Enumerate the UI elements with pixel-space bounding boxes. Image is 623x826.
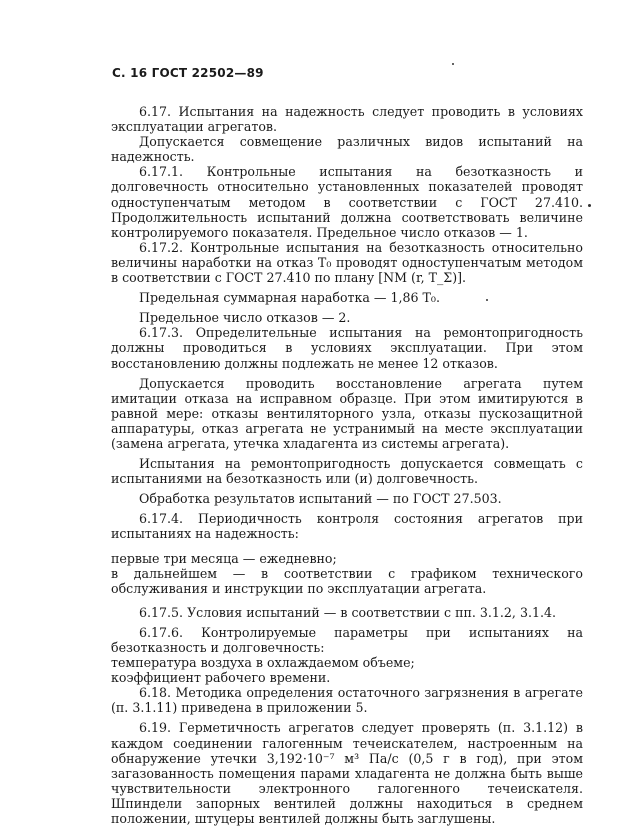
- paragraph-failure-limit: Предельное число отказов — 2.: [139, 310, 351, 326]
- list-item-air-temperature: температура воздуха в охлаждаемом объеме;: [111, 655, 415, 671]
- paragraph-combined-tests: Допускается совмещение различных видов испытаний на надежность.: [111, 134, 583, 165]
- paragraph-6-17-2: 6.17.2. Контрольные испытания на безотказность относительно величины наработки на отказ Т₀ проводят одноступенчатым методом в соответствии с ГОСТ 27.410 по плану [NM (r, T_Σ)].: [111, 239, 583, 286]
- list-item-first-months: первые три месяца — ежедневно;: [111, 550, 337, 566]
- paragraph-6-17: 6.17. Испытания на надежность следует проводить в условиях эксплуатации агрегатов.: [111, 104, 583, 135]
- list-item-later: в дальнейшем — в соответствии с графиком технического обслуживания и инструкции по эксплуатации агрегата.: [111, 565, 583, 596]
- scan-speck: [588, 204, 591, 207]
- paragraph-6-17-4: 6.17.4. Периодичность контроля состояния агрегатов при испытаниях на надежность:: [111, 511, 583, 542]
- scan-speck: [452, 63, 454, 65]
- page-header: С. 16 ГОСТ 22502—89: [112, 66, 264, 80]
- list-item-work-coefficient: коэффициент рабочего времени.: [111, 670, 331, 686]
- paragraph-results-processing: Обработка результатов испытаний — по ГОСТ 27.503.: [139, 491, 502, 507]
- paragraph-maintainability-combined: Испытания на ремонтопригодность допускается совмещать с испытаниями на безотказность или (и) долговечность.: [111, 456, 583, 487]
- paragraph-restoration: Допускается проводить восстановление агрегата путем имитации отказа на исправном образце. При этом имитируются в равной мере: отказы вентиляторного узла, отказы пускозащитной аппаратуры, отказ агрегата не устранимый на месте эксплуатации (замена агрегата, утечка хладагента из системы агрегата).: [111, 375, 583, 451]
- paragraph-6-17-3: 6.17.3. Определительные испытания на ремонтопригодность должны проводиться в условиях эксплуатации. При этом восстановлению должны подлежать не менее 12 отказов.: [111, 325, 583, 371]
- paragraph-6-17-6: 6.17.6. Контролируемые параметры при испытаниях на безотказность и долговечность:: [111, 624, 583, 655]
- document-body: [111, 104, 583, 826]
- paragraph-total-operating-time: Предельная суммарная наработка — 1,86 Т₀.: [139, 290, 440, 306]
- paragraph-6-19: 6.19. Герметичность агрегатов следует проверять (п. 3.1.12) в каждом соединении галогенным течеискателем, настроенным на обнаружение утечки 3,192·10⁻⁷ м³ Па/с (0,5 г в год), при этом загазованность помещения парами хладагента не должна быть выше чувствительности электронного галогенного течеискателя. Шпиндели запорных вентилей должны находиться в среднем положении, штуцеры вентилей должны быть заглушены.: [111, 720, 583, 826]
- paragraph-6-17-1: 6.17.1. Контрольные испытания на безотказность и долговечность относительно установленных показателей проводят одноступенчатым методом в соответствии с ГОСТ 27.410. Продолжительность испытаний должна соответствовать величине контролируемого показателя. Предельное число отказов — 1.: [111, 164, 583, 240]
- paragraph-6-18: 6.18. Методика определения остаточного загрязнения в агрегате (п. 3.1.11) приведена в приложении 5.: [111, 685, 583, 716]
- paragraph-6-17-5: 6.17.5. Условия испытаний — в соответствии с пп. 3.1.2, 3.1.4.: [139, 604, 556, 620]
